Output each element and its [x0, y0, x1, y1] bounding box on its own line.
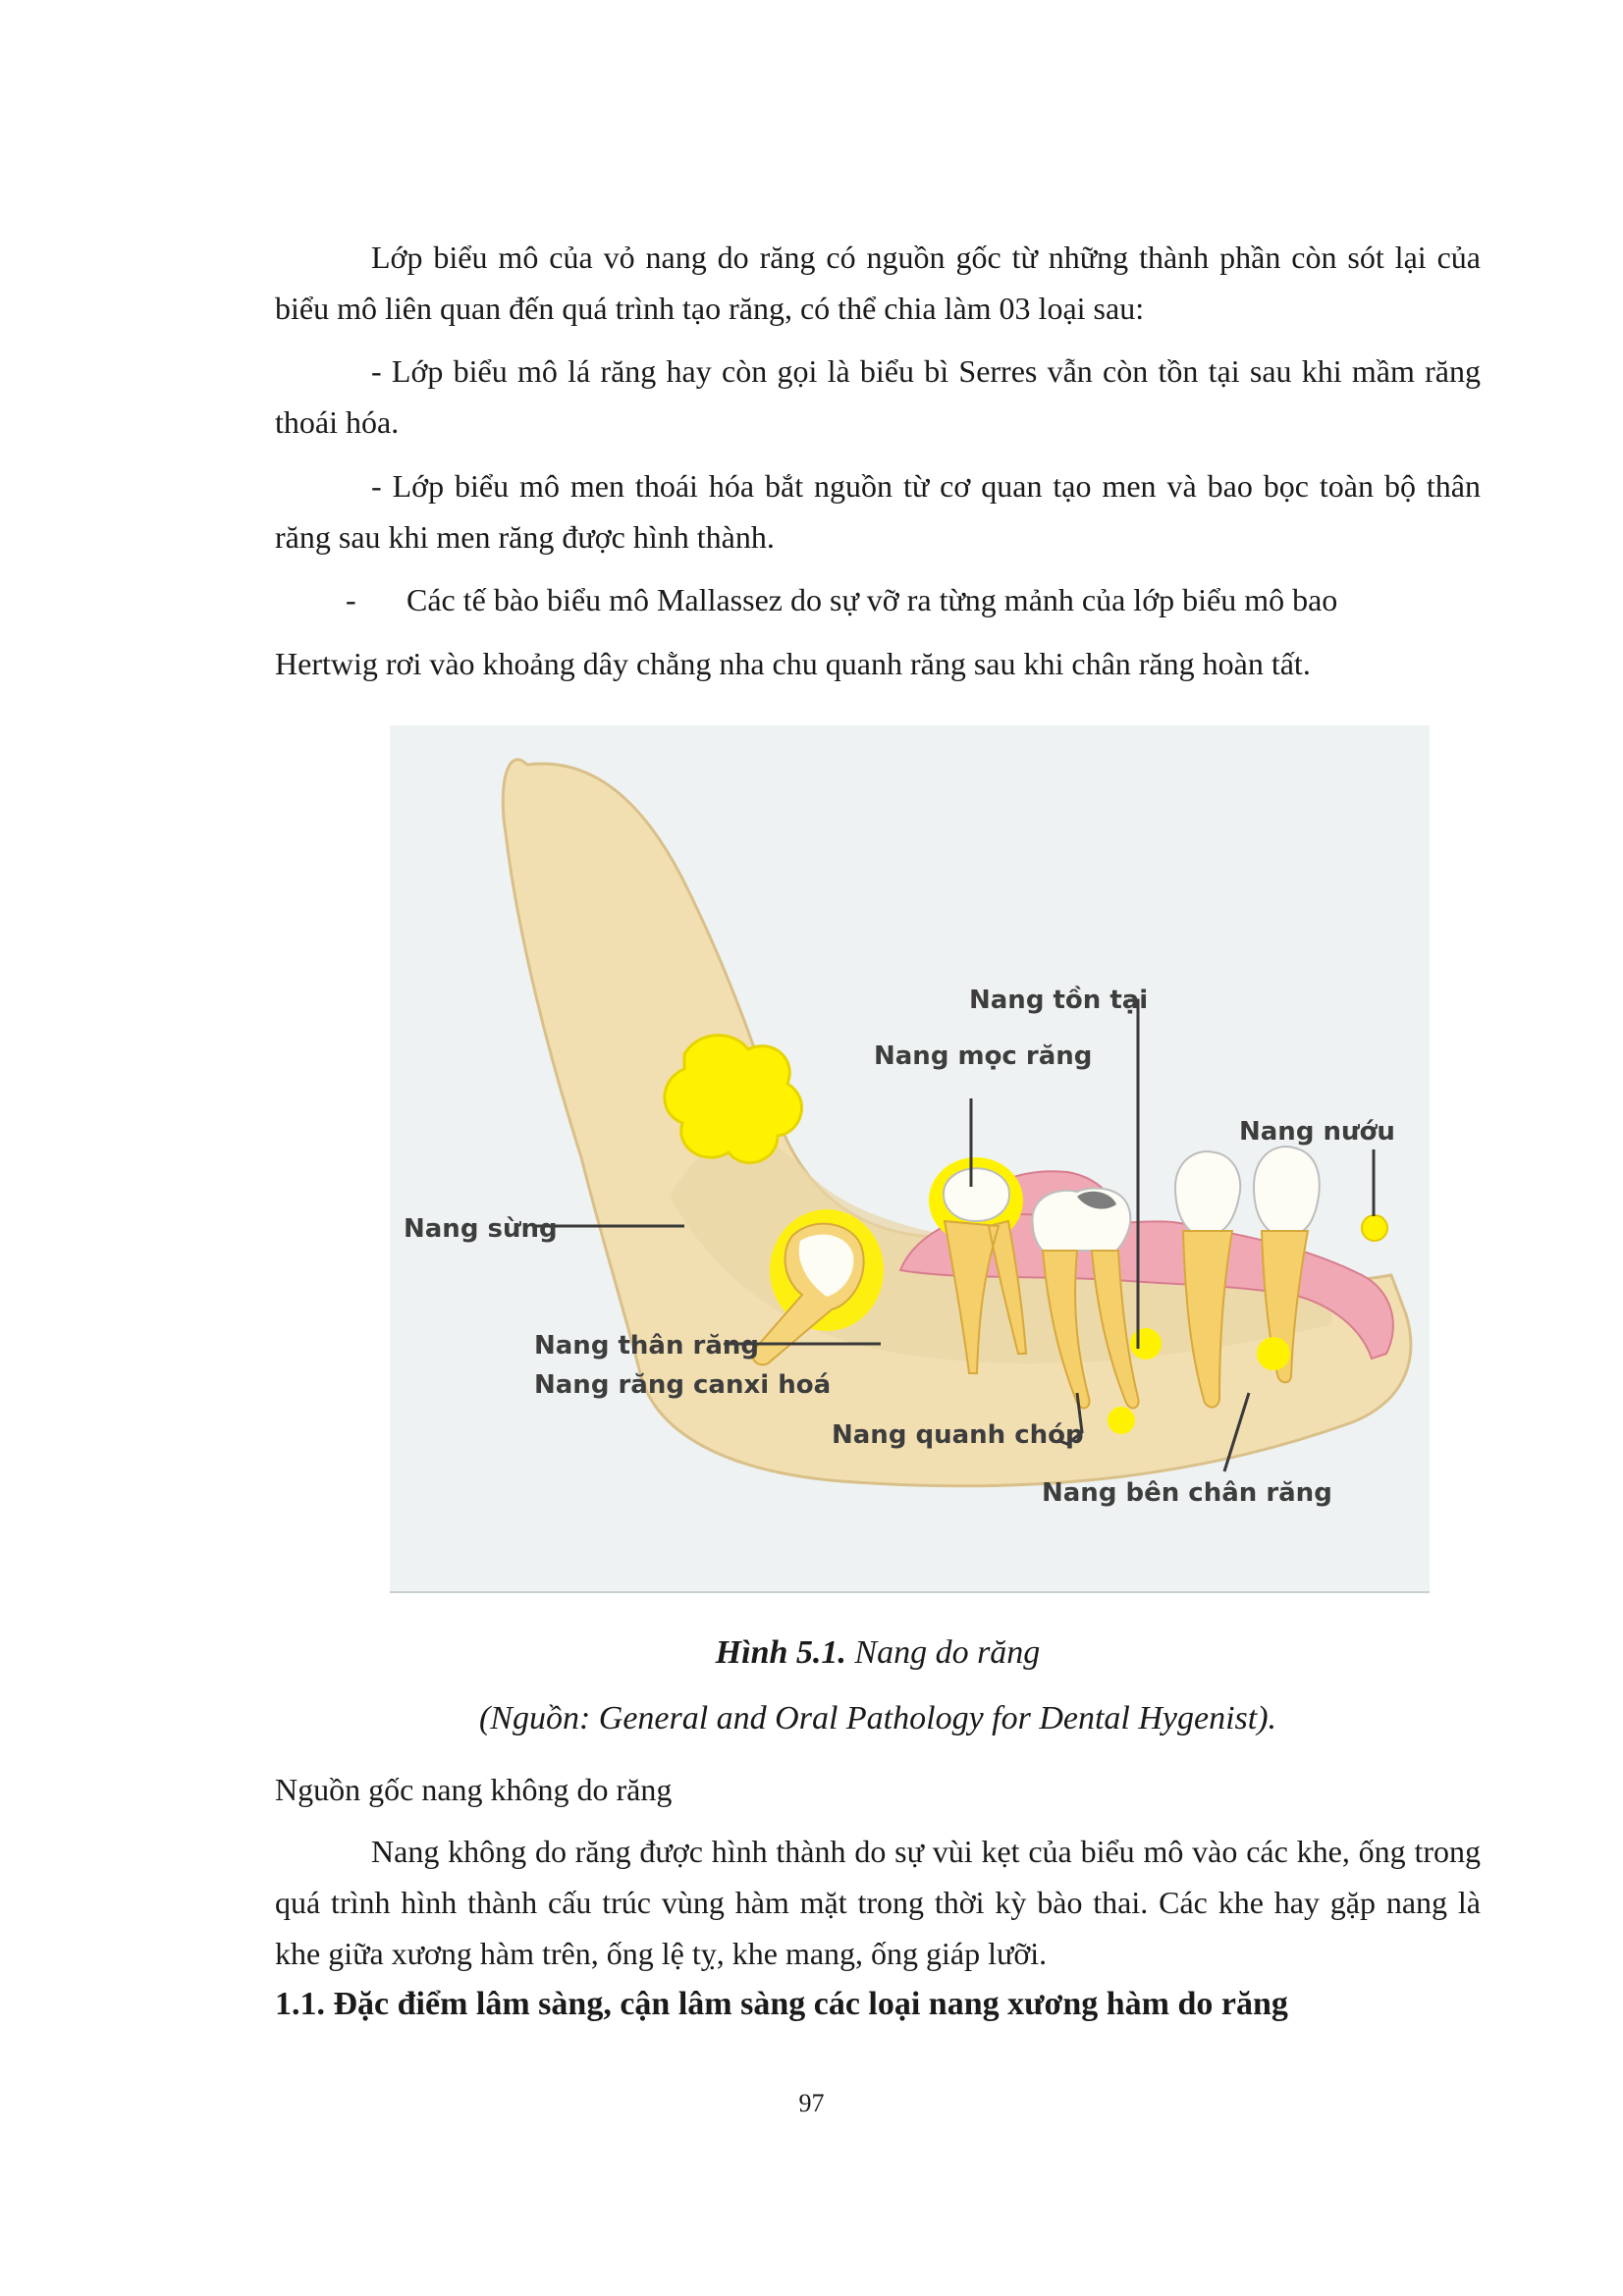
bullet-malassez-line1: Các tế bào biểu mô Mallassez do sự vỡ ra từng mảnh của lớp biểu mô bao — [406, 582, 1338, 617]
intro-paragraph: Lớp biểu mô của vỏ nang do răng có nguồn gốc từ những thành phần còn sót lại của biểu mô liên quan đến quá trình tạo răng, có thể chia làm 03 loại sau: — [275, 240, 1481, 326]
bullet-dash: - — [346, 582, 356, 617]
label-nang-ton-tai: Nang tồn tại — [969, 986, 1149, 1015]
nonodontogenic-paragraph: Nang không do răng được hình thành do sự vùi kẹt của biểu mô vào các khe, ống trong quá trình hình thành cấu trúc vùng hàm mặt trong thời kỳ bào thai. Các khe hay gặp nang là khe giữa xương hàm trên, ống lệ tỵ, khe mang, ống giáp lưỡi. — [275, 1834, 1481, 1971]
premolar-2-crown — [1254, 1147, 1320, 1236]
label-nang-than-rang: Nang thân răng — [534, 1331, 760, 1361]
label-nang-moc-rang: Nang mọc răng — [874, 1041, 1093, 1071]
label-nang-sung: Nang sừng — [404, 1214, 558, 1244]
bullet-dental-lamina: - Lớp biểu mô lá răng hay còn gọi là biểu bì Serres vẫn còn tồn tại sau khi mầm răng thoái hóa. — [275, 353, 1481, 440]
figure-caption-number: Hình 5.1. — [715, 1634, 846, 1671]
section-heading: 1.1. Đặc điểm lâm sàng, cận lâm sàng các loại nang xương hàm do răng — [275, 1986, 1288, 2022]
page-number: 97 — [798, 2089, 825, 2117]
label-nang-nuou: Nang nướu — [1239, 1117, 1395, 1147]
label-nang-ben-chan-rang: Nang bên chân răng — [1042, 1478, 1332, 1508]
gingival-cyst — [1362, 1215, 1387, 1241]
bullet-reduced-enamel-epithelium: - Lớp biểu mô men thoái hóa bắt nguồn từ cơ quan tạo men và bao bọc toàn bộ thân răng sau khi men răng được hình thành. — [275, 468, 1481, 555]
bullet-malassez-line2: Hertwig rơi vào khoảng dây chằng nha chu quanh răng sau khi chân răng hoàn tất. — [275, 646, 1311, 681]
odontogenic-cysts-figure — [390, 725, 1430, 1593]
label-nang-rang-canxi-hoa: Nang răng canxi hoá — [534, 1370, 832, 1400]
figure-caption-text: Nang do răng — [845, 1634, 1041, 1671]
bullet-malassez — [275, 574, 1481, 625]
figure-source: (Nguồn: General and Oral Pathology for Dental Hygenist). — [478, 1700, 1277, 1736]
premolar-1-crown — [1175, 1151, 1240, 1236]
label-nang-quanh-chop: Nang quanh chóp — [832, 1420, 1084, 1450]
jaw-illustration — [390, 725, 1430, 1591]
figure-caption — [275, 1634, 1481, 1672]
periapical-cyst — [1108, 1407, 1135, 1434]
erupting-tooth-crown — [944, 1168, 1009, 1221]
nonodontogenic-title: Nguồn gốc nang không do răng — [275, 1772, 673, 1807]
lateral-periodontal-cyst — [1257, 1337, 1290, 1370]
residual-cyst — [1130, 1328, 1162, 1360]
